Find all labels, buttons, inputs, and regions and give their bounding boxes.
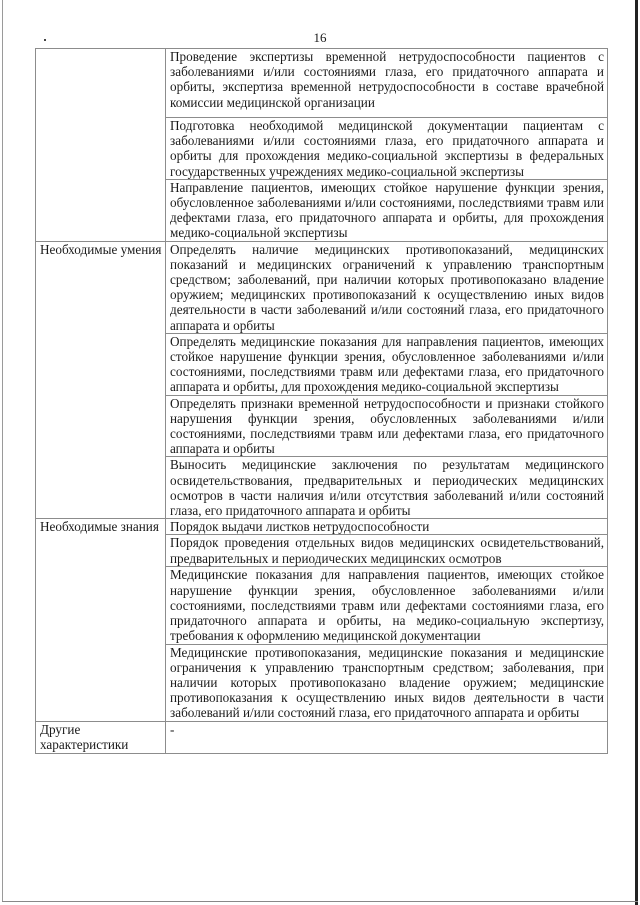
- section-label-knowledge: Необходимые знания: [36, 519, 166, 721]
- table-cell: Определять медицинские показания для направления пациентов, имеющих стойкое нарушение функции зрения, обусловленное заболеваниями и/или состояниями, последствиями травм или дефектами глаза, его придаточного аппарата и орбиты, для прохождения медико-социальной экспертизы: [166, 333, 608, 395]
- table-row: [36, 241, 608, 333]
- table-cell: Выносить медицинские заключения по результатам медицинского освидетельствования, предварительных и периодических медицинских осмотров в части наличия и/или отсутствия заболеваний и/или состояний глаза, его придаточного аппарата и орбиты: [166, 457, 608, 519]
- table-cell: Подготовка необходимой медицинской документации пациентам с заболеваниями и/или состояниями глаза, его придаточного аппарата и орбиты для прохождения медико-социальной экспертизы в федеральных государственных учреждениях медико-социальной экспертизы: [166, 118, 608, 180]
- table-row: [36, 721, 608, 753]
- table-cell: Медицинские показания для направления пациентов, имеющих стойкое нарушение функции зрения, обусловленное заболеваниями и/или состояниями, последствиями травм или дефектами состояниями глаза, его придаточного аппарата и орбиты, на медико-социальную экспертизу, требования к оформлению медицинской документации: [166, 567, 608, 644]
- page-border-bottom: [2, 901, 638, 902]
- section-label-skills: Необходимые умения: [36, 241, 166, 519]
- table-cell: Определять наличие медицинских противопоказаний, медицинских показаний и медицинских ограничений к управлению транспортным средством; заболеваний, при наличии которых противопоказано владение оружием; медицинских противопоказаний к осуществлению иных видов деятельности в части заболеваний и/или состояний глаза, его придаточного аппарата и орбиты: [166, 241, 608, 333]
- page-border-left: [2, 0, 3, 902]
- section-label-cell: [36, 49, 166, 242]
- requirements-table: [35, 48, 608, 754]
- table-cell: Определять признаки временной нетрудоспособности и признаки стойкого нарушения функции зрения, обусловленных заболеваниями и/или состояниями, последствиями травм или дефектами глаза, его придаточного аппарата и орбиты: [166, 395, 608, 457]
- table-cell: Порядок проведения отдельных видов медицинских освидетельствований, предварительных и периодических медицинских осмотров: [166, 535, 608, 567]
- table-cell: Порядок выдачи листков нетрудоспособности: [166, 519, 608, 535]
- table-cell: Проведение экспертизы временной нетрудоспособности пациентов с заболеваниями и/или состояниями глаза, его придаточного аппарата и орбиты, экспертиза временной нетрудоспособности в составе врачебной комиссии медицинской организации: [166, 49, 608, 118]
- page-border-right: [635, 0, 638, 905]
- section-label-other: Другие характеристики: [36, 721, 166, 753]
- table-cell: -: [166, 721, 608, 753]
- table-cell: Медицинские противопоказания, медицинские показания и медицинские ограничения к управлению транспортным средством; заболевания, при наличии которых противопоказано владение оружием; медицинские противопоказания к осуществлению иных видов деятельности в части заболеваний и/или состояний глаза, его придаточного аппарата и орбиты: [166, 644, 608, 721]
- page-number: 16: [313, 30, 327, 45]
- table-row: [36, 49, 608, 118]
- table-cell: Направление пациентов, имеющих стойкое нарушение функции зрения, обусловленное заболеваниями и/или состояниями, последствиями травм или дефектами глаза, его придаточного аппарата и орбиты, для прохождения медико-социальной экспертизы: [166, 179, 608, 241]
- table-row: [36, 519, 608, 535]
